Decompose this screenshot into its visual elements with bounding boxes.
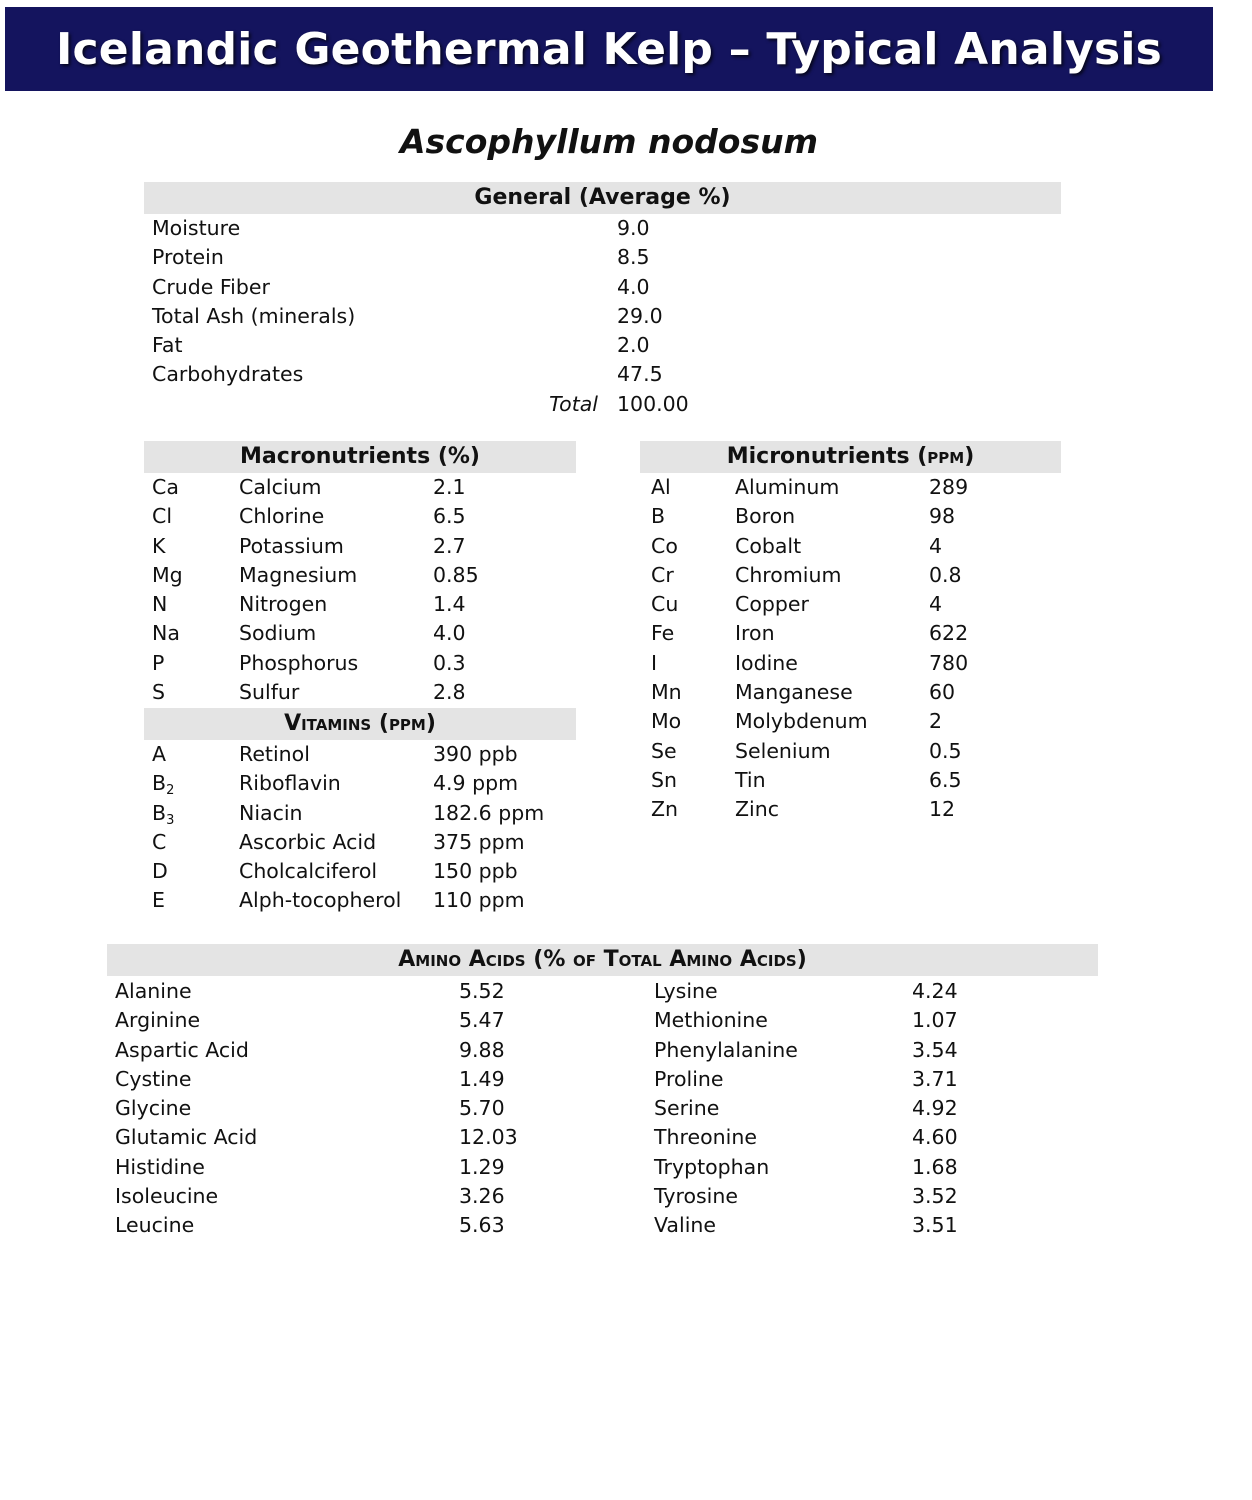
micro-names-cell: Tin [735, 767, 766, 792]
macro-symbols-cell: K [152, 533, 166, 558]
macro-symbols-cell: Na [152, 621, 180, 646]
micro-values-cell: 60 [929, 680, 956, 705]
general-values-cell: 4.0 [617, 274, 650, 299]
page-title: Icelandic Geothermal Kelp – Typical Analysis [55, 23, 1163, 75]
vitamin-values-cell: 375 ppm [433, 829, 525, 854]
general-names-cell: Total Ash (minerals) [152, 303, 356, 328]
vitamin-names-cell: Niacin [239, 800, 303, 825]
amino-right-values [912, 977, 958, 1241]
macro-names-cell: Sulfur [239, 680, 300, 705]
general-values-cell: 8.5 [617, 245, 650, 270]
vitamin-symbols-cell: A [152, 742, 167, 766]
micro-names-cell: Cobalt [735, 533, 802, 558]
micro-symbols-cell: Zn [651, 797, 679, 822]
vitamin-values-cell: 4.9 ppm [433, 771, 519, 796]
general-names-cell: Crude Fiber [152, 274, 270, 299]
macro-symbols [152, 473, 183, 707]
macro-names-cell: Nitrogen [239, 592, 328, 617]
vitamin-symbols-cell: $B_3$ [152, 800, 175, 828]
amino-right-names-cell: Serine [654, 1096, 720, 1121]
micro-values-cell: 4 [929, 592, 943, 617]
general-values-cell: 47.5 [617, 362, 663, 387]
vitamin-values-cell: 390 ppb [433, 742, 518, 766]
amino-right-values-cell: 1.68 [912, 1154, 958, 1179]
micro-values-cell: 0.8 [929, 562, 962, 587]
vitamin-names-cell: Retinol [239, 742, 310, 766]
amino-right-names-cell: Valine [654, 1213, 716, 1238]
vitamin-values-cell: 150 ppb [433, 859, 518, 884]
amino-left-names-cell: Alanine [115, 979, 192, 1003]
amino-right-values-cell: 4.24 [912, 979, 958, 1003]
amino-right-names-cell: Threonine [654, 1125, 757, 1150]
micro-symbols-cell: Mn [651, 680, 682, 705]
micro-symbols-cell: Sn [651, 767, 678, 792]
title-banner [5, 7, 1213, 91]
vitamin-values-cell: 182.6 ppm [433, 800, 545, 825]
macro-values-cell: 2.8 [433, 680, 466, 705]
amino-left-names-cell: Leucine [115, 1213, 195, 1238]
micro-names-cell: Chromium [735, 562, 842, 587]
amino-left-values-cell: 5.63 [459, 1213, 505, 1238]
amino-right-values-cell: 3.51 [912, 1213, 958, 1238]
amino-right-values-cell: 1.07 [912, 1008, 958, 1033]
general-names [152, 214, 355, 390]
general-names-cell: Fat [152, 333, 183, 358]
micro-symbols-cell: B [651, 504, 666, 529]
amino-left-values-cell: 12.03 [459, 1125, 518, 1150]
macro-symbols-cell: Cl [152, 504, 173, 529]
macronutrients-header: Macronutrients (%) [144, 441, 576, 473]
vitamin-symbols-cell: D [152, 859, 168, 884]
micro-names-cell: Manganese [735, 680, 853, 705]
amino-left-names-cell: Aspartic Acid [115, 1037, 249, 1062]
general-total-label: Total [549, 392, 598, 416]
micro-names-cell: Copper [735, 592, 809, 617]
macro-symbols-cell: S [152, 680, 166, 705]
amino-right-names-cell: Tyrosine [654, 1184, 738, 1209]
vitamin-names [239, 740, 401, 916]
micro-symbols-cell: I [651, 650, 658, 675]
micro-names [735, 473, 868, 825]
amino-right-names-cell: Phenylalanine [654, 1037, 798, 1062]
macro-values [433, 473, 479, 707]
macro-names-cell: Magnesium [239, 562, 358, 587]
amino-acids-header: Amino Acids (% of Total Amino Acids) [107, 944, 1098, 976]
amino-right-names [654, 977, 798, 1241]
micro-symbols-cell: Cu [651, 592, 679, 617]
general-values [617, 214, 663, 390]
micro-names-cell: Iron [735, 621, 775, 646]
vitamin-symbols [152, 740, 174, 916]
micro-symbols-cell: Cr [651, 562, 674, 587]
vitamin-values [433, 740, 544, 916]
amino-left-values [459, 977, 518, 1241]
micro-values-cell: 2 [929, 709, 943, 734]
amino-right-values-cell: 3.54 [912, 1037, 958, 1062]
amino-right-values-cell: 3.52 [912, 1184, 958, 1209]
general-names-cell: Protein [152, 245, 224, 270]
micro-names-cell: Aluminum [735, 475, 840, 499]
macro-symbols-cell: N [152, 592, 168, 617]
vitamin-names-cell: Cholcalciferol [239, 859, 378, 884]
amino-right-names-cell: Lysine [654, 979, 718, 1003]
micro-values [929, 473, 968, 825]
macro-values-cell: 4.0 [433, 621, 466, 646]
micro-values-cell: 0.5 [929, 738, 962, 763]
micro-values-cell: 4 [929, 533, 943, 558]
micro-values-cell: 289 [929, 475, 969, 499]
micro-symbols-cell: Mo [651, 709, 682, 734]
micro-names-cell: Molybdenum [735, 709, 868, 734]
general-total-value: 100.00 [617, 392, 689, 416]
micronutrients-header: Micronutrients (ppm) [640, 441, 1061, 473]
symbol-subscript: 3 [166, 812, 175, 828]
amino-left-values-cell: 5.52 [459, 979, 505, 1003]
amino-right-values-cell: 4.60 [912, 1125, 958, 1150]
micro-symbols-cell: Al [651, 475, 671, 499]
macro-names-cell: Phosphorus [239, 650, 359, 675]
general-values-cell: 2.0 [617, 333, 650, 358]
macro-values-cell: 2.7 [433, 533, 466, 558]
vitamins-header: Vitamins (ppm) [144, 708, 576, 740]
micro-values-cell: 780 [929, 650, 969, 675]
general-values-cell: 9.0 [617, 216, 650, 240]
amino-left-names-cell: Glutamic Acid [115, 1125, 258, 1150]
amino-right-names-cell: Tryptophan [654, 1154, 770, 1179]
vitamin-symbols-cell: $B_2$ [152, 771, 175, 799]
micro-names-cell: Zinc [735, 797, 780, 822]
vitamin-symbols-cell: E [152, 888, 165, 913]
amino-left-values-cell: 1.49 [459, 1066, 505, 1091]
micro-values-cell: 6.5 [929, 767, 962, 792]
amino-left-names [115, 977, 257, 1241]
macro-values-cell: 0.85 [433, 562, 479, 587]
amino-left-values-cell: 9.88 [459, 1037, 505, 1062]
macro-values-cell: 0.3 [433, 650, 466, 675]
macro-names [239, 473, 358, 707]
macro-symbols-cell: Ca [152, 475, 179, 499]
general-names-cell: Carbohydrates [152, 362, 304, 387]
amino-left-names-cell: Cystine [115, 1066, 192, 1091]
general-header: General (Average %) [144, 182, 1061, 214]
general-values-cell: 29.0 [617, 303, 663, 328]
amino-right-values-cell: 3.71 [912, 1066, 958, 1091]
micro-symbols-cell: Co [651, 533, 678, 558]
symbol-subscript: 2 [166, 783, 175, 799]
vitamin-names-cell: Alph-tocopherol [239, 888, 402, 913]
micro-symbols [651, 473, 682, 825]
amino-right-names-cell: Proline [654, 1066, 724, 1091]
macro-names-cell: Calcium [239, 475, 322, 499]
vitamin-symbols-cell: C [152, 829, 167, 854]
vitamin-names-cell: Riboflavin [239, 771, 341, 796]
macro-names-cell: Potassium [239, 533, 344, 558]
amino-left-values-cell: 5.47 [459, 1008, 505, 1033]
general-names-cell: Moisture [152, 216, 241, 240]
micro-names-cell: Selenium [735, 738, 831, 763]
species-subtitle: Ascophyllum nodosum [399, 122, 818, 161]
amino-right-names-cell: Methionine [654, 1008, 768, 1033]
macro-names-cell: Chlorine [239, 504, 325, 529]
amino-left-names-cell: Glycine [115, 1096, 192, 1121]
vitamin-values-cell: 110 ppm [433, 888, 525, 913]
amino-left-values-cell: 5.70 [459, 1096, 505, 1121]
amino-left-names-cell: Isoleucine [115, 1184, 219, 1209]
micro-symbols-cell: Se [651, 738, 677, 763]
macro-symbols-cell: P [152, 650, 165, 675]
micro-symbols-cell: Fe [651, 621, 675, 646]
amino-left-values-cell: 1.29 [459, 1154, 505, 1179]
amino-left-values-cell: 3.26 [459, 1184, 505, 1209]
micro-names-cell: Iodine [735, 650, 798, 675]
macro-values-cell: 1.4 [433, 592, 466, 617]
amino-right-values-cell: 4.92 [912, 1096, 958, 1121]
micro-values-cell: 98 [929, 504, 956, 529]
macro-names-cell: Sodium [239, 621, 317, 646]
micro-values-cell: 622 [929, 621, 969, 646]
vitamin-names-cell: Ascorbic Acid [239, 829, 377, 854]
micro-names-cell: Boron [735, 504, 796, 529]
micro-values-cell: 12 [929, 797, 956, 822]
macro-symbols-cell: Mg [152, 562, 183, 587]
amino-left-names-cell: Histidine [115, 1154, 205, 1179]
macro-values-cell: 2.1 [433, 475, 466, 499]
macro-values-cell: 6.5 [433, 504, 466, 529]
amino-left-names-cell: Arginine [115, 1008, 201, 1033]
